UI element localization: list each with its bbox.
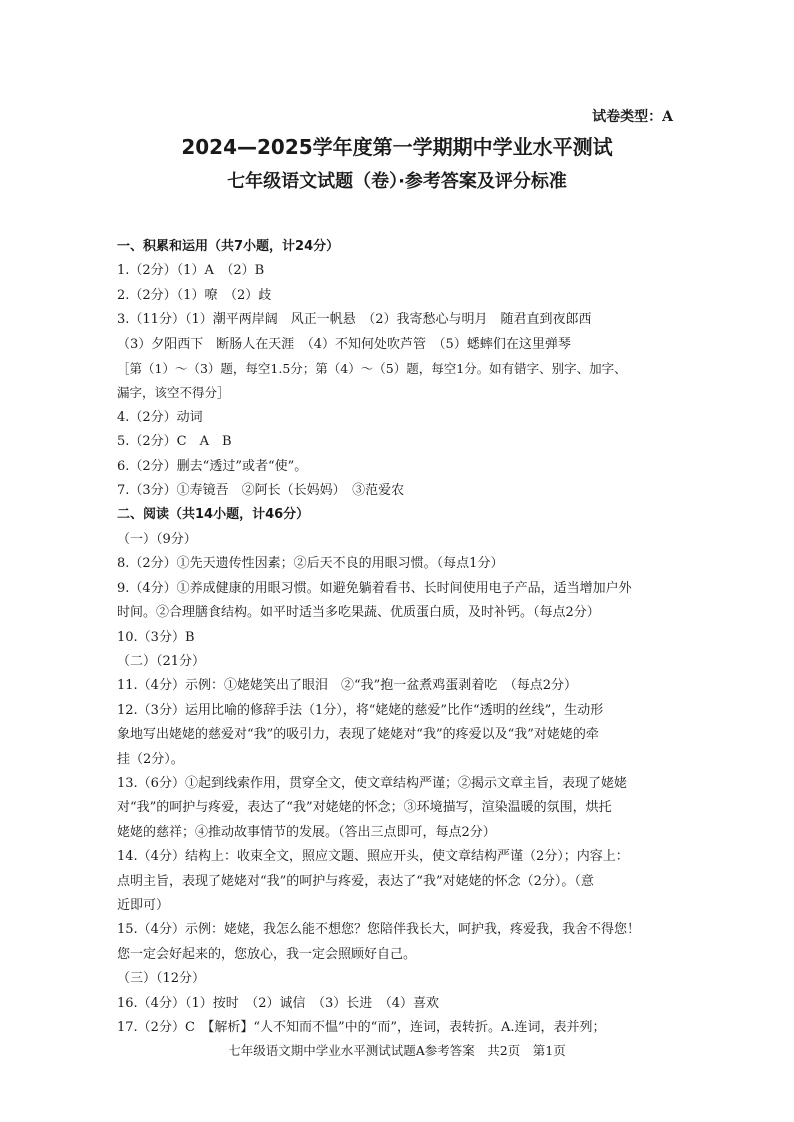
answer-line: 挂（2分）。 bbox=[117, 751, 184, 767]
subsection-heading: （三）（12分） bbox=[117, 971, 206, 987]
scoring-note: 漏字，该空不得分］ bbox=[117, 385, 230, 401]
answer-line: 7.（3分）①寿镜吾 ②阿长（长妈妈） ③范爱农 bbox=[117, 483, 405, 499]
answer-line: 姥姥的慈祥；④推动故事情节的发展。（答出三点即可，每点2分） bbox=[117, 824, 496, 840]
answer-line: 15.（4分）示例：姥姥，我怎么能不想您？您陪伴我长大，呵护我，疼爱我，我舍不得您！ bbox=[117, 922, 640, 938]
answer-line: 11.（4分）示例：①姥姥笑出了眼泪 ②“我”抱一盆煮鸡蛋剥着吃 （每点2分） bbox=[117, 678, 578, 694]
answer-line: 4.（2分）动词 bbox=[117, 409, 203, 425]
exam-subtitle: 七年级语文试题（卷）·参考答案及评分标准 bbox=[227, 171, 567, 192]
answer-line: 13.（6分）①起到线索作用，贯穿全文，使文章结构严谨；②揭示文章主旨，表现了姥姥 bbox=[117, 775, 627, 791]
answer-line: 时间。②合理膳食结构。如平时适当多吃果蔬、优质蛋白质，及时补钙。（每点2分） bbox=[117, 605, 600, 621]
answer-line: 6.（2分）删去“透过”或者“使”。 bbox=[117, 458, 308, 474]
answer-line: 3.（11分）（1）潮平两岸阔 风正一帆悬 （2）我寄愁心与明月 随君直到夜郎西 bbox=[117, 312, 592, 328]
section-heading-1: 一、积累和运用（共7小题，计24分） bbox=[117, 239, 340, 254]
answer-line: 您一定会好起来的，您放心，我一定会照顾好自己。 bbox=[117, 946, 417, 962]
answer-line: 对“我”的呵护与疼爱，表达了“我”对姥姥的怀念；③环境描写，渲染温暖的氛围，烘托 bbox=[117, 800, 612, 816]
answer-line: 近即可） bbox=[117, 897, 170, 913]
answer-line: 象地写出姥姥的慈爱对“我”的吸引力，表现了姥姥对“我”的疼爱以及“我”对姥姥的牵 bbox=[117, 727, 599, 743]
answer-line: 17.（2分）C 【解析】“人不知而不愠”中的“而”，连词，表转折。A.连词，表并列； bbox=[117, 1020, 606, 1035]
answer-line: 16.（4分）（1）按时 （2）诚信 （3）长进 （4）喜欢 bbox=[117, 995, 440, 1011]
answer-line: 9.（4分）①养成健康的用眼习惯。如避免躺着看书、长时间使用电子产品，适当增加户外 bbox=[117, 580, 632, 596]
subsection-heading: （二）（21分） bbox=[117, 653, 206, 669]
page-footer: 七年级语文期中学业水平测试试题A参考答案 共2页 第1页 bbox=[228, 1043, 566, 1058]
answer-line: 14.（4分）结构上：收束全文，照应文题、照应开头，使文章结构严谨（2分）；内容上： bbox=[117, 849, 629, 865]
answer-line: 点明主旨，表现了姥姥对“我”的呵护与疼爱，表达了“我”对姥姥的怀念（2分）。（意 bbox=[117, 873, 594, 889]
answer-line: 1.（2分）（1）A （2）B bbox=[117, 263, 265, 279]
section-heading-2: 二、阅读（共14小题，计46分） bbox=[117, 507, 310, 523]
answer-line: 2.（2分）（1）嘹 （2）歧 bbox=[117, 287, 272, 303]
answer-line: （3）夕阳西下 断肠人在天涯 （4）不知何处吹芦管 （5）蟋蟀们在这里弹琴 bbox=[117, 336, 571, 352]
scoring-note: ［第（1）～（3）题，每空1.5分；第（4）～（5）题，每空1分。如有错字、别字、加字、 bbox=[117, 361, 627, 377]
answer-line: 12.（3分）运用比喻的修辞手法（1分），将“姥姥的慈爱”比作“透明的丝线”，生动形 bbox=[117, 702, 604, 718]
paper-type-label: 试卷类型：A bbox=[592, 109, 673, 125]
answer-content bbox=[117, 235, 677, 1040]
answer-line: 8.（2分）①先天遗传性因素；②后天不良的用眼习惯。（每点1分） bbox=[117, 556, 504, 572]
answer-line: 5.（2分）C A B bbox=[117, 434, 232, 450]
exam-title: 2024—2025学年度第一学期期中学业水平测试 bbox=[181, 135, 613, 159]
answer-line: 10.（3分）B bbox=[117, 629, 195, 645]
subsection-heading: （一）（9分） bbox=[117, 531, 197, 547]
